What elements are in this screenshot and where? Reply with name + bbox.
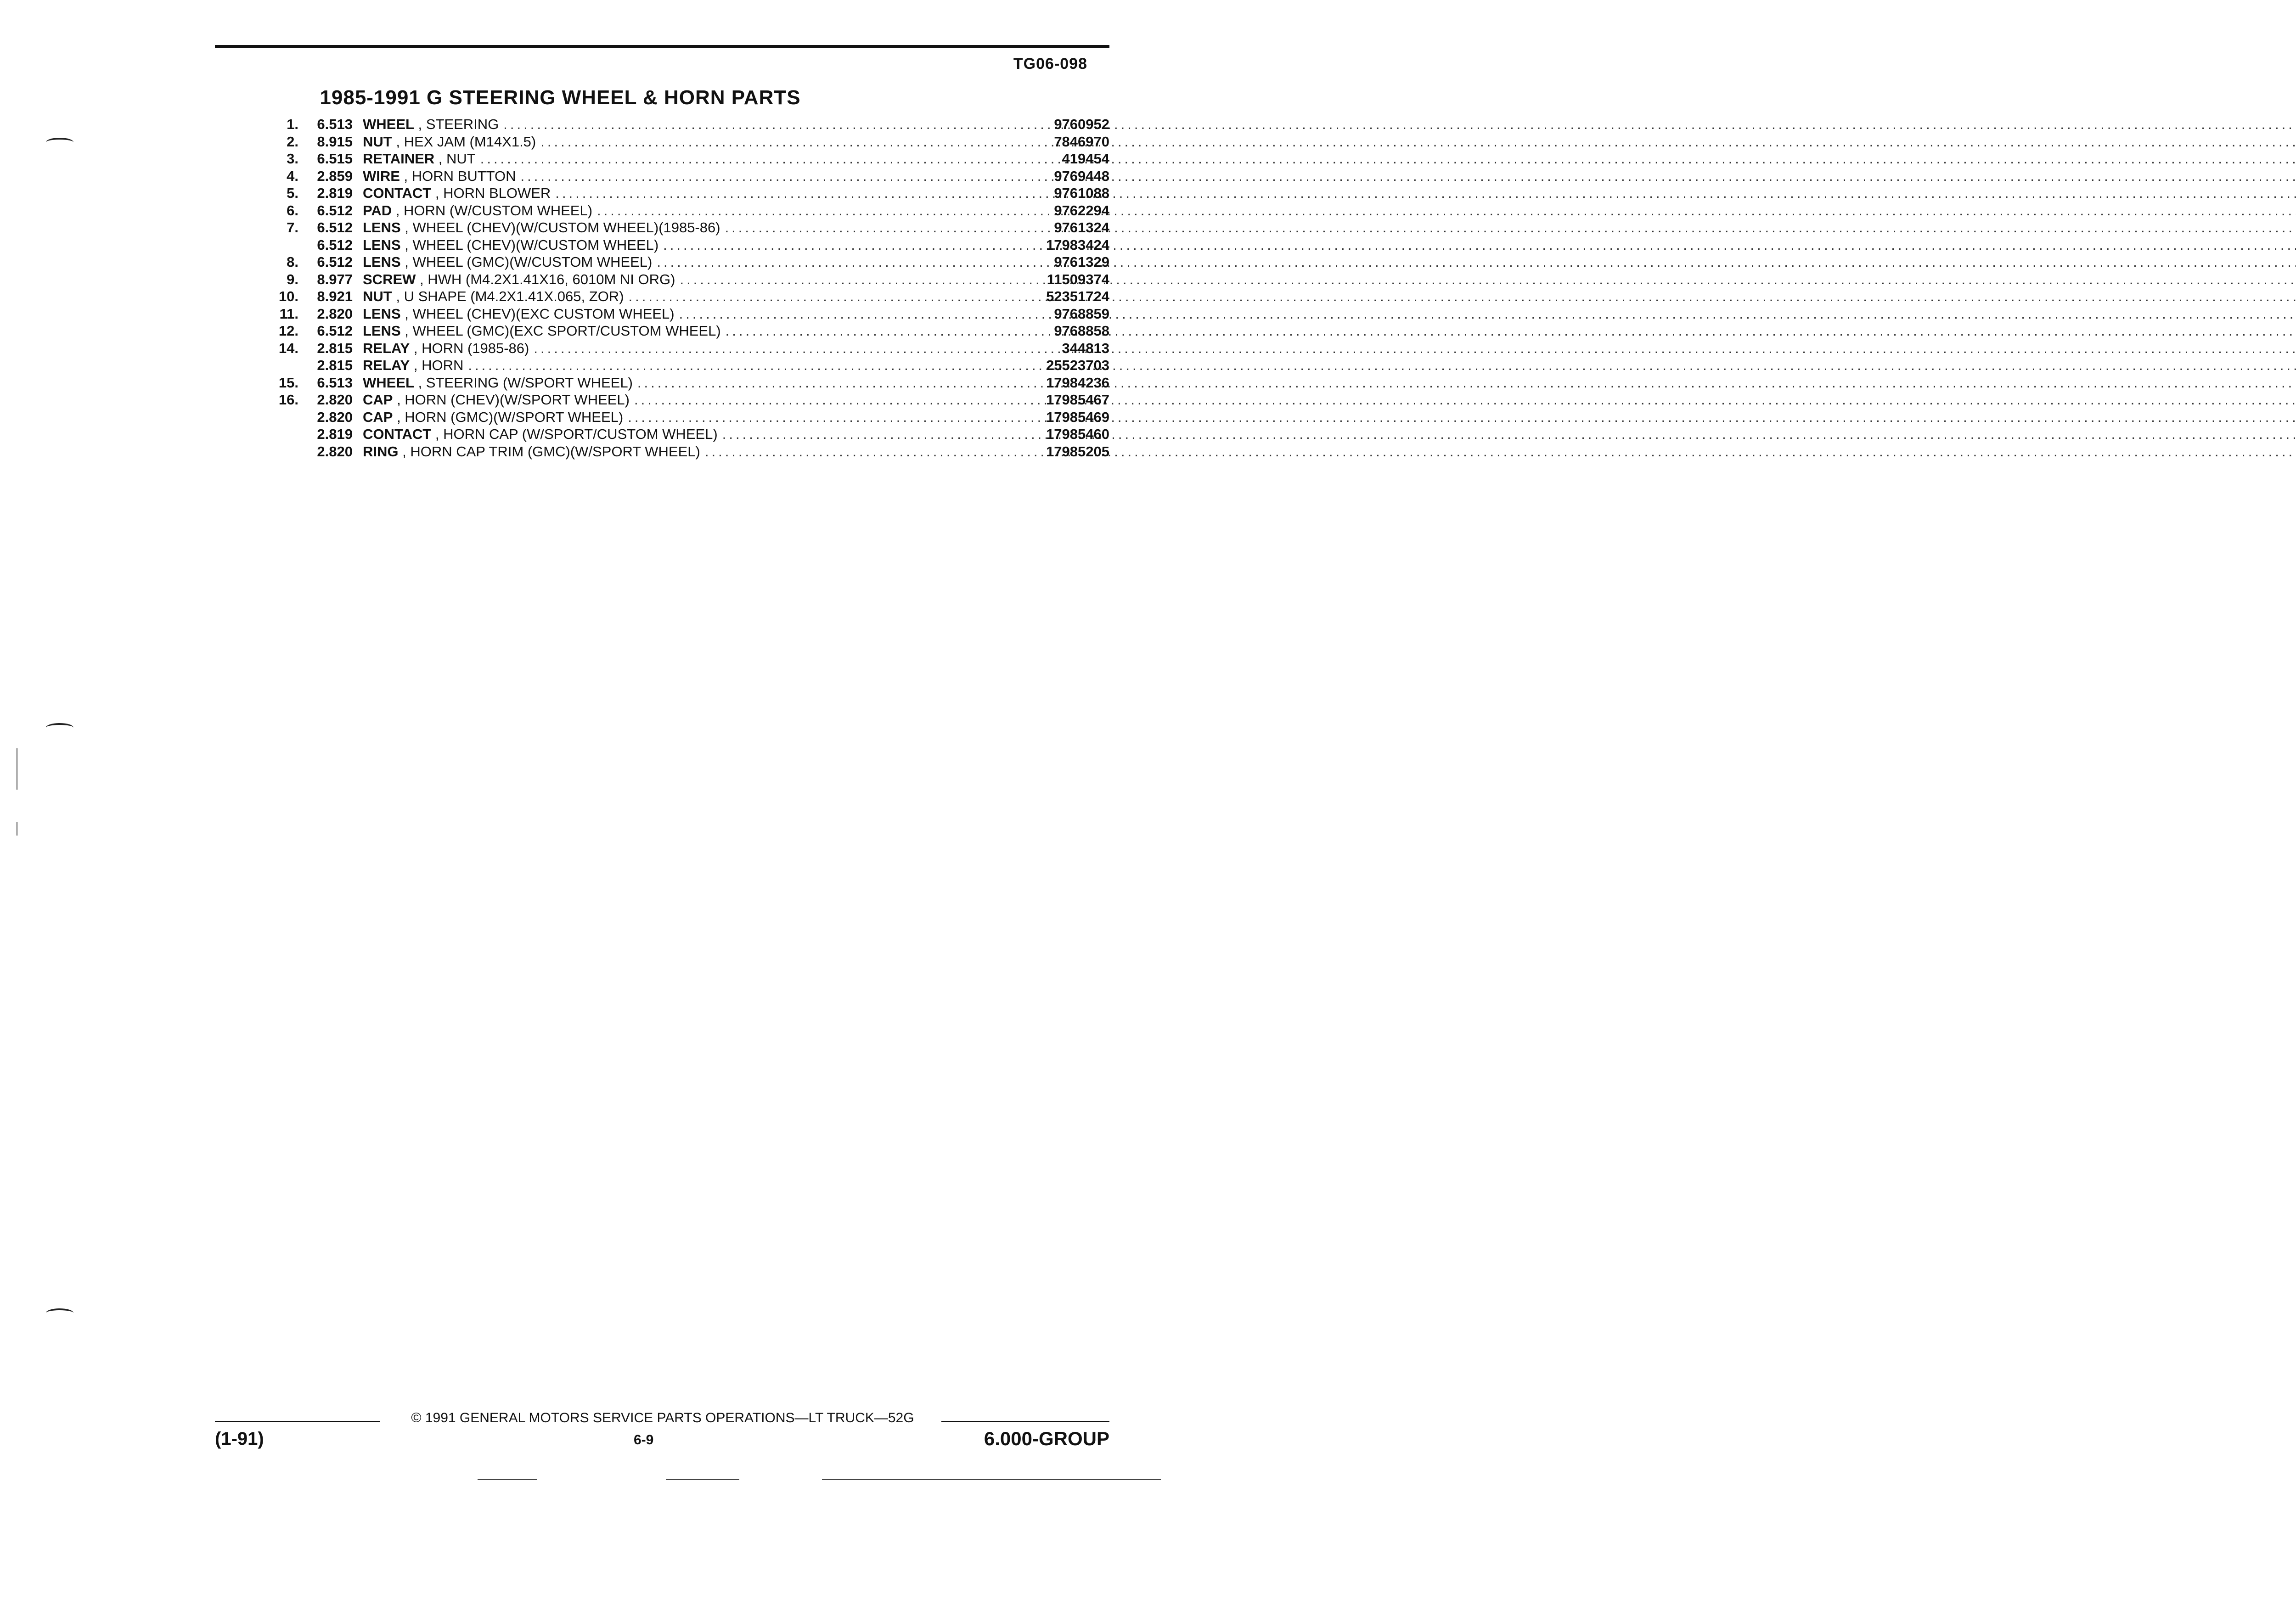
header-rule: [215, 45, 1109, 48]
part-detail: U SHAPE (M4.2X1.41X.065, ZOR): [404, 288, 624, 304]
parts-row: [257, 443, 1109, 460]
noun-separator: ,: [434, 151, 446, 167]
part-number: 9768859: [1054, 305, 1109, 322]
noun-separator: ,: [414, 116, 426, 132]
part-noun: LENS: [363, 323, 401, 339]
group-number: 2.820: [317, 443, 353, 460]
group-number: 6.513: [317, 374, 353, 391]
ref-number: 11.: [279, 305, 298, 322]
part-number: 17984236: [1046, 374, 1109, 391]
part-description: [363, 253, 652, 271]
group-number: 2.819: [317, 185, 353, 201]
dot-leader: [630, 391, 1031, 409]
part-detail: HORN CAP (W/SPORT/CUSTOM WHEEL): [443, 426, 718, 442]
part-detail: HORN CAP TRIM (GMC)(W/SPORT WHEEL): [410, 443, 700, 460]
part-noun: WHEEL: [363, 374, 414, 391]
dot-leader: [623, 409, 1031, 426]
parts-row: [257, 168, 1109, 185]
part-description: [363, 288, 624, 305]
part-description: [363, 116, 499, 133]
footer-group-label: 6.000-GROUP: [984, 1428, 1109, 1449]
dot-leader: [658, 236, 1031, 254]
dot-leader: [516, 168, 1031, 185]
parts-row: [257, 391, 1109, 409]
part-description: [363, 133, 536, 151]
dot-leader: [476, 150, 1031, 168]
group-number: 2.820: [317, 392, 353, 408]
part-number: 11509374: [1047, 271, 1109, 287]
part-number: 9761088: [1054, 185, 1109, 201]
parts-row: [257, 374, 1109, 392]
noun-separator: ,: [431, 426, 444, 442]
noun-separator: ,: [393, 392, 405, 408]
part-noun: NUT: [363, 288, 392, 304]
part-number: 9761329: [1054, 254, 1109, 270]
part-noun: LENS: [363, 305, 401, 322]
part-detail: HORN (1985-86): [422, 340, 529, 356]
ref-number: 15.: [278, 374, 298, 391]
part-noun: RELAY: [363, 340, 410, 356]
binder-hole-mark: [46, 138, 73, 147]
footer-date-code: (1-91): [215, 1429, 264, 1449]
page-title: 1985-1991 G STEERING WHEEL & HORN PARTS: [320, 86, 801, 109]
ref-number: 12.: [278, 323, 298, 339]
part-noun: CONTACT: [363, 185, 432, 201]
noun-separator: ,: [400, 219, 413, 236]
part-detail: STEERING: [426, 116, 499, 132]
part-description: [363, 185, 551, 202]
group-number: 2.815: [317, 340, 353, 356]
dot-leader: [463, 357, 1031, 374]
dot-leader: [675, 305, 1031, 323]
part-number: 9761324: [1054, 219, 1109, 236]
parts-row: [257, 116, 1109, 133]
binder-hole-mark: [46, 723, 73, 732]
part-detail: WHEEL (CHEV)(W/CUSTOM WHEEL): [412, 236, 659, 253]
ref-number: 16.: [278, 392, 298, 408]
part-description: [363, 150, 476, 168]
part-detail: HORN BUTTON: [411, 168, 516, 184]
dot-leader: [718, 426, 1031, 443]
part-detail: STEERING (W/SPORT WHEEL): [426, 374, 633, 391]
group-number: 2.819: [317, 426, 353, 442]
dot-leader: [499, 116, 1031, 133]
noun-separator: ,: [400, 254, 413, 270]
group-number: 2.815: [317, 357, 353, 373]
group-number: 2.820: [317, 409, 353, 425]
parts-row: [257, 288, 1109, 305]
ref-number: 3.: [287, 151, 298, 167]
dot-leader: [652, 253, 1031, 271]
part-description: [363, 374, 633, 392]
noun-separator: ,: [400, 168, 412, 184]
group-number: 6.512: [317, 202, 353, 219]
part-description: [363, 305, 675, 323]
scan-rule-bottom: [666, 1479, 739, 1480]
noun-separator: ,: [400, 305, 413, 322]
footer-rule-right: [941, 1421, 1109, 1422]
parts-row: [257, 202, 1109, 219]
noun-separator: ,: [431, 185, 444, 201]
page-number: 6-9: [634, 1432, 654, 1448]
noun-separator: ,: [400, 323, 413, 339]
document-code: TG06-098: [1013, 55, 1087, 73]
part-noun: WIRE: [363, 168, 400, 184]
noun-separator: ,: [400, 236, 413, 253]
noun-separator: ,: [416, 271, 428, 287]
noun-separator: ,: [410, 357, 422, 373]
part-noun: RING: [363, 443, 399, 460]
group-number: 6.515: [317, 151, 353, 167]
part-number: 9768858: [1054, 323, 1109, 339]
parts-row: [257, 219, 1109, 236]
part-noun: RETAINER: [363, 151, 435, 167]
ref-number: 10.: [278, 288, 298, 304]
part-detail: WHEEL (CHEV)(W/CUSTOM WHEEL)(1985-86): [412, 219, 720, 236]
parts-row: [257, 133, 1109, 151]
part-noun: LENS: [363, 219, 401, 236]
parts-row: [257, 150, 1109, 168]
part-number: 25523703: [1046, 357, 1109, 373]
scan-rule-bottom: [478, 1479, 537, 1480]
part-description: [363, 426, 718, 443]
part-noun: PAD: [363, 202, 392, 219]
part-number: 7846970: [1054, 133, 1109, 150]
dot-leader: [633, 374, 1031, 392]
part-description: [363, 391, 630, 409]
part-description: [363, 340, 529, 357]
footer-rule-left: [215, 1421, 380, 1422]
part-detail: WHEEL (GMC)(EXC SPORT/CUSTOM WHEEL): [412, 323, 721, 339]
part-number: 419454: [1062, 151, 1109, 167]
noun-separator: ,: [392, 133, 404, 150]
noun-separator: ,: [414, 374, 426, 391]
parts-row: [257, 305, 1109, 323]
part-description: [363, 236, 658, 254]
noun-separator: ,: [392, 202, 404, 219]
part-number: 17985205: [1046, 443, 1109, 460]
parts-list: [257, 116, 1109, 460]
dot-leader: [720, 219, 1031, 236]
ref-number: 5.: [287, 185, 298, 201]
part-noun: WHEEL: [363, 116, 414, 132]
parts-row: [257, 236, 1109, 254]
ref-number: 14.: [278, 340, 298, 356]
part-description: [363, 322, 721, 340]
part-number: 17983424: [1046, 236, 1109, 253]
binder-hole-mark: [46, 1308, 73, 1318]
footer-copyright: © 1991 GENERAL MOTORS SERVICE PARTS OPERATIONS—LT TRUCK—52G: [411, 1410, 914, 1425]
parts-row: [257, 357, 1109, 374]
part-noun: CAP: [363, 392, 393, 408]
ref-number: 2.: [287, 133, 298, 150]
group-number: 2.859: [317, 168, 353, 184]
group-number: 6.513: [317, 116, 353, 132]
group-number: 8.921: [317, 288, 353, 304]
group-number: 6.512: [317, 323, 353, 339]
group-number: 8.977: [317, 271, 353, 287]
dot-leader: [529, 340, 1031, 357]
ref-number: 7.: [287, 219, 298, 236]
ref-number: 9.: [287, 271, 298, 287]
ref-number: 6.: [287, 202, 298, 219]
part-detail: HORN (W/CUSTOM WHEEL): [404, 202, 593, 219]
dot-leader: [592, 202, 1031, 219]
part-detail: HORN (CHEV)(W/SPORT WHEEL): [405, 392, 630, 408]
part-noun: CAP: [363, 409, 393, 425]
part-description: [363, 168, 516, 185]
parts-row: [257, 340, 1109, 357]
group-number: 8.915: [317, 133, 353, 150]
noun-separator: ,: [393, 409, 405, 425]
part-number: 52351724: [1046, 288, 1109, 304]
part-detail: WHEEL (CHEV)(EXC CUSTOM WHEEL): [412, 305, 675, 322]
ref-number: 4.: [287, 168, 298, 184]
part-number: 17985460: [1046, 426, 1109, 442]
part-noun: RELAY: [363, 357, 410, 373]
noun-separator: ,: [410, 340, 422, 356]
part-number: 17985469: [1046, 409, 1109, 425]
dot-leader: [700, 443, 1031, 460]
group-number: 6.512: [317, 254, 353, 270]
part-description: [363, 219, 720, 236]
part-number: 9762294: [1054, 202, 1109, 219]
part-description: [363, 271, 675, 288]
dot-leader: [551, 185, 1031, 202]
scan-rule-bottom: [822, 1479, 1161, 1480]
group-number: 2.820: [317, 305, 353, 322]
part-detail: HEX JAM (M14X1.5): [404, 133, 536, 150]
part-number: 9760952: [1054, 116, 1109, 132]
part-noun: LENS: [363, 254, 401, 270]
noun-separator: ,: [398, 443, 411, 460]
parts-row: [257, 185, 1109, 202]
dot-leader: [721, 322, 1031, 340]
parts-row: [257, 322, 1109, 340]
part-detail: WHEEL (GMC)(W/CUSTOM WHEEL): [412, 254, 653, 270]
part-number: 9769448: [1054, 168, 1109, 184]
parts-row: [257, 253, 1109, 271]
part-number: 17985467: [1046, 392, 1109, 408]
part-noun: CONTACT: [363, 426, 432, 442]
part-detail: HORN BLOWER: [443, 185, 551, 201]
part-noun: LENS: [363, 236, 401, 253]
dot-leader: [675, 271, 1031, 288]
part-description: [363, 443, 700, 460]
parts-row: [257, 409, 1109, 426]
parts-row: [257, 426, 1109, 443]
part-detail: HWH (M4.2X1.41X16, 6010M NI ORG): [428, 271, 675, 287]
ref-number: 8.: [287, 254, 298, 270]
part-detail: NUT: [446, 151, 476, 167]
dot-leader: [536, 133, 1031, 151]
part-description: [363, 357, 463, 374]
part-description: [363, 409, 623, 426]
part-noun: NUT: [363, 133, 392, 150]
part-noun: SCREW: [363, 271, 416, 287]
part-number: 344813: [1062, 340, 1109, 356]
ref-number: 1.: [287, 116, 298, 132]
noun-separator: ,: [392, 288, 404, 304]
part-detail: HORN (GMC)(W/SPORT WHEEL): [405, 409, 624, 425]
group-number: 6.512: [317, 219, 353, 236]
dot-leader: [624, 288, 1031, 305]
part-description: [363, 202, 592, 219]
part-detail: HORN: [422, 357, 464, 373]
parts-row: [257, 271, 1109, 288]
group-number: 6.512: [317, 236, 353, 253]
